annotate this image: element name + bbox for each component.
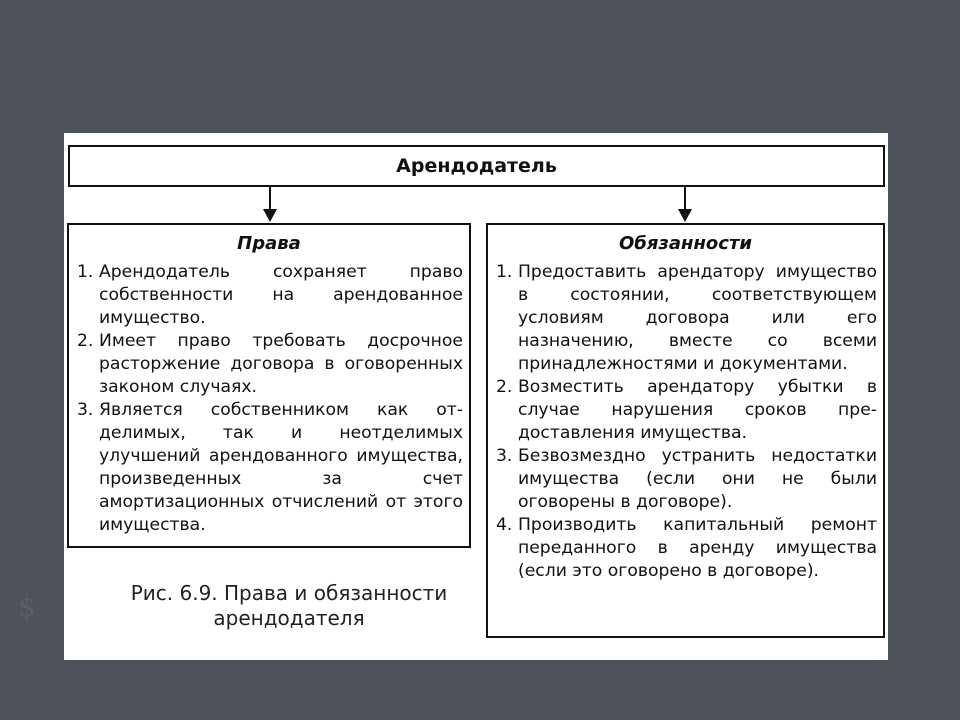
list-item [496,376,877,445]
item-text: Имеет право требовать досрочное расторжение договора в оговоренных законом случаях. [99,331,463,397]
item-number: 3. [496,446,513,466]
top-node-label: Арендодатель [396,155,557,177]
list-item [496,514,877,583]
duties-list [488,261,883,583]
caption-line-1: Рис. 6.9. Права и обязанности [130,581,448,605]
item-text: Производить капитальный ремонт переданного в аренду имущества (если это оговорено в договоре). [518,515,877,581]
list-item [77,399,463,537]
item-number: 2. [496,377,513,397]
background-decoration-left: $ [18,590,36,623]
list-item [496,445,877,514]
figure-caption [84,581,494,631]
list-item [77,261,463,330]
top-node-box [68,145,885,187]
item-text: Возместить арендатору убытки в случае нарушения сроков предоставления имущества. [518,377,877,443]
item-number: 1. [496,262,513,282]
diagram-panel [64,133,888,660]
item-number: 3. [77,400,94,420]
rights-list [69,261,469,537]
rights-box [67,223,471,548]
item-text: Безвозмездно устранить недостатки имущества (если они не были оговорены в договоре). [518,446,877,512]
list-item [77,330,463,399]
rights-heading: Права [237,233,301,254]
item-text: Предоставить арендатору имущество в состоянии, соответствующем условиям договора или его назначению, вместе со всеми принадлежностями и документами. [518,262,877,374]
item-number: 1. [77,262,94,282]
item-text: Арендодатель сохраняет право собственности на арендованное имущество. [99,262,463,328]
caption-line-2: арендодателя [213,606,365,630]
duties-heading: Обязанности [619,233,752,254]
item-text: Является собственником как отделимых, так и неотделимых улучшений арендованного имущества, произведенных за счет амортизационных отчислений от этого имущества. [99,400,463,535]
duties-box [486,223,885,638]
arrow-to-rights [260,187,280,223]
list-item [496,261,877,376]
item-number: 4. [496,515,513,535]
item-number: 2. [77,331,94,351]
arrow-to-duties [675,187,695,223]
